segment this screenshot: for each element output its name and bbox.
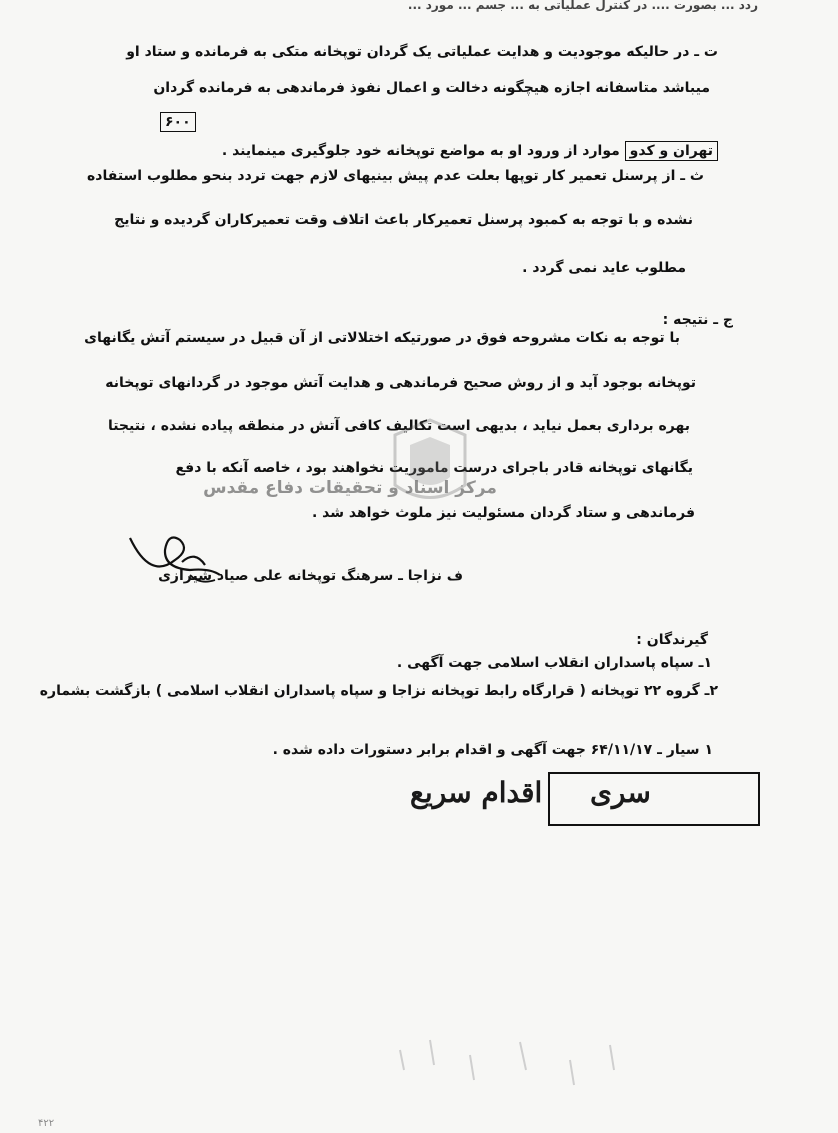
boxed-number-value: ۶۰۰ <box>160 112 196 132</box>
text-line-3 <box>222 141 718 161</box>
recipient-2: ۲ـ گروه ۲۲ توپخانه ( قرارگاه رابط توپخانه نزاجا و سپاه پاسداران انقلاب اسلامی ) بازگشت بشماره <box>39 683 718 699</box>
classification-box <box>548 772 760 826</box>
text-line-12: فرماندهی و ستاد گردان مسئولیت نیز ملوث خواهد شد . <box>311 505 695 521</box>
text-line-11: یگانهای توپخانه قادر باجرای درست ماموریت نخواهند بود ، خاصه آنکه با دفع <box>175 460 693 476</box>
text-line-0: ردد ... بصورت .... در کنترل عملیاتی به ... جسم ... مورد ... <box>407 0 758 12</box>
text-line-8: با توجه به نکات مشروحه فوق در صورتیکه اختلالاتی از آن قبیل در سیستم آتش یگانهای <box>84 330 680 346</box>
text-line-1: ت ـ در حالیکه موجودیت و هدایت عملیاتی یک گردان توپخانه متکی به فرمانده و ستاد او <box>126 44 718 60</box>
signatory-line: ف نزاجا ـ سرهنگ توپخانه علی صیاد شیرازی <box>158 568 463 584</box>
recipients-heading: گیرندگان : <box>636 632 708 648</box>
text-line-4: ث ـ از پرسنل تعمیر کار توپها بعلت عدم پیش بینیهای لازم جهت تردد بنحو مطلوب استفاده <box>87 168 704 184</box>
corner-mark: ۴۲۲ <box>38 1118 55 1129</box>
text-line-3-pre: موارد <box>582 143 620 159</box>
text-line-6: مطلوب عاید نمی گردد . <box>522 260 686 276</box>
text-line-2: میباشد متاسفانه اجازه هیچگونه دخالت و اعمال نفوذ فرماندهی به فرمانده گردان <box>153 80 710 96</box>
priority-action-text: اقدام سریع <box>410 776 543 809</box>
recipient-1: ۱ـ سپاه پاسداران انقلاب اسلامی جهت آگهی . <box>396 655 712 671</box>
text-line-9: توپخانه بوجود آید و از روش صحیح فرماندهی و هدایت آتش موجود در گردانهای توپخانه <box>105 375 696 391</box>
section-heading-result: ج ـ نتیجه : <box>662 312 733 328</box>
side-tag: تهران و کدو <box>625 141 718 161</box>
recipient-2-continued: ۱ سیار ـ ۶۴/۱۱/۱۷ جهت آگهی و اقدام برابر دستورات داده شده . <box>272 742 713 758</box>
faint-stain <box>390 1030 630 1100</box>
boxed-number <box>160 112 196 132</box>
text-line-3-body: از ورود او به مواضع توپخانه خود جلوگیری مینمایند . <box>221 143 578 159</box>
watermark-text: مرکز اسناد و تحقیقات دفاع مقدس <box>203 478 497 498</box>
text-line-5: نشده و با توجه به کمبود پرسنل تعمیرکار باعث اتلاف وقت تعمیرکاران گردیده و نتایج <box>114 212 693 228</box>
text-line-10: بهره برداری بعمل نیاید ، بدیهی است تکالیف کافی آتش در منطقه پیاده نشده ، نتیجتا <box>107 418 690 434</box>
classification-text: سری <box>590 776 651 809</box>
